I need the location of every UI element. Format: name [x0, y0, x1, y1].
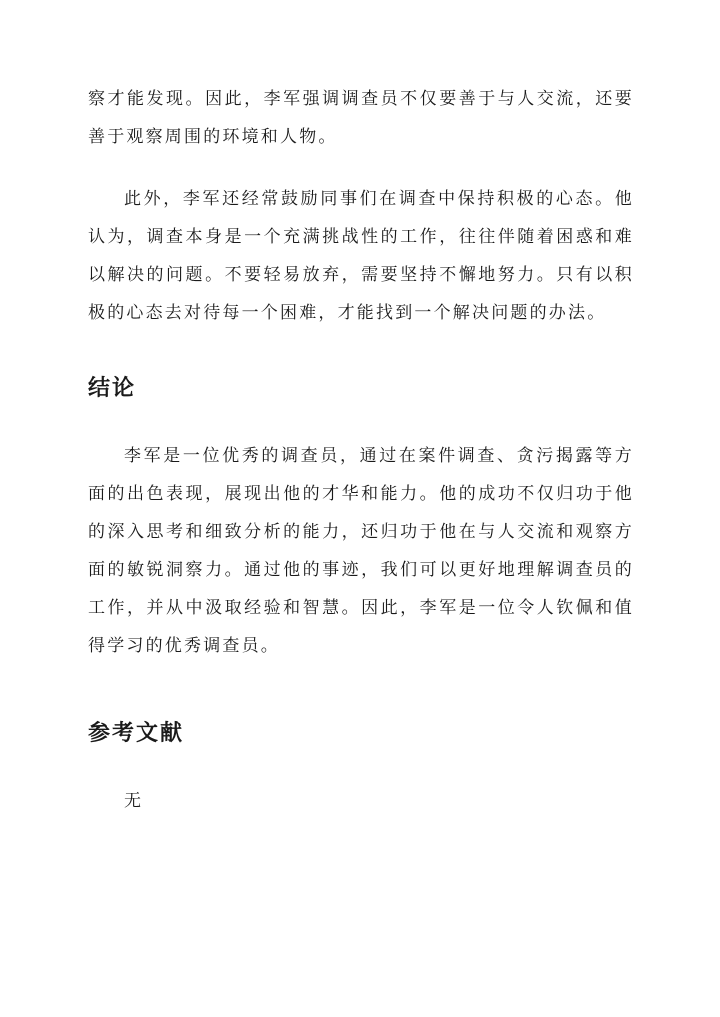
- references-text: 无: [124, 791, 144, 811]
- conclusion-heading: 结论: [88, 375, 137, 401]
- body-paragraph-continuation: 察才能发现。因此，李军强调调查员不仅要善于与人交流，还要善于观察周围的环境和人物。: [88, 89, 634, 147]
- body-paragraph-attitude: 此外，李军还经常鼓励同事们在调查中保持积极的心态。他认为，调查本身是一个充满挑战性的工作，往往伴随着困惑和难以解决的问题。不要轻易放弃，需要坚持不懈地努力。只有以积极的心态去对待每一个困难，才能找到一个解决问题的办法。: [88, 189, 634, 323]
- conclusion-paragraph: 李军是一位优秀的调查员，通过在案件调查、贪污揭露等方面的出色表现，展现出他的才华和能力。他的成功不仅归功于他的深入思考和细致分析的能力，还归功于他在与人交流和观察方面的敏锐洞察力。通过他的事迹，我们可以更好地理解调查员的工作，并从中汲取经验和智慧。因此，李军是一位令人钦佩和值得学习的优秀调查员。: [88, 446, 634, 656]
- references-heading: 参考文献: [88, 720, 185, 746]
